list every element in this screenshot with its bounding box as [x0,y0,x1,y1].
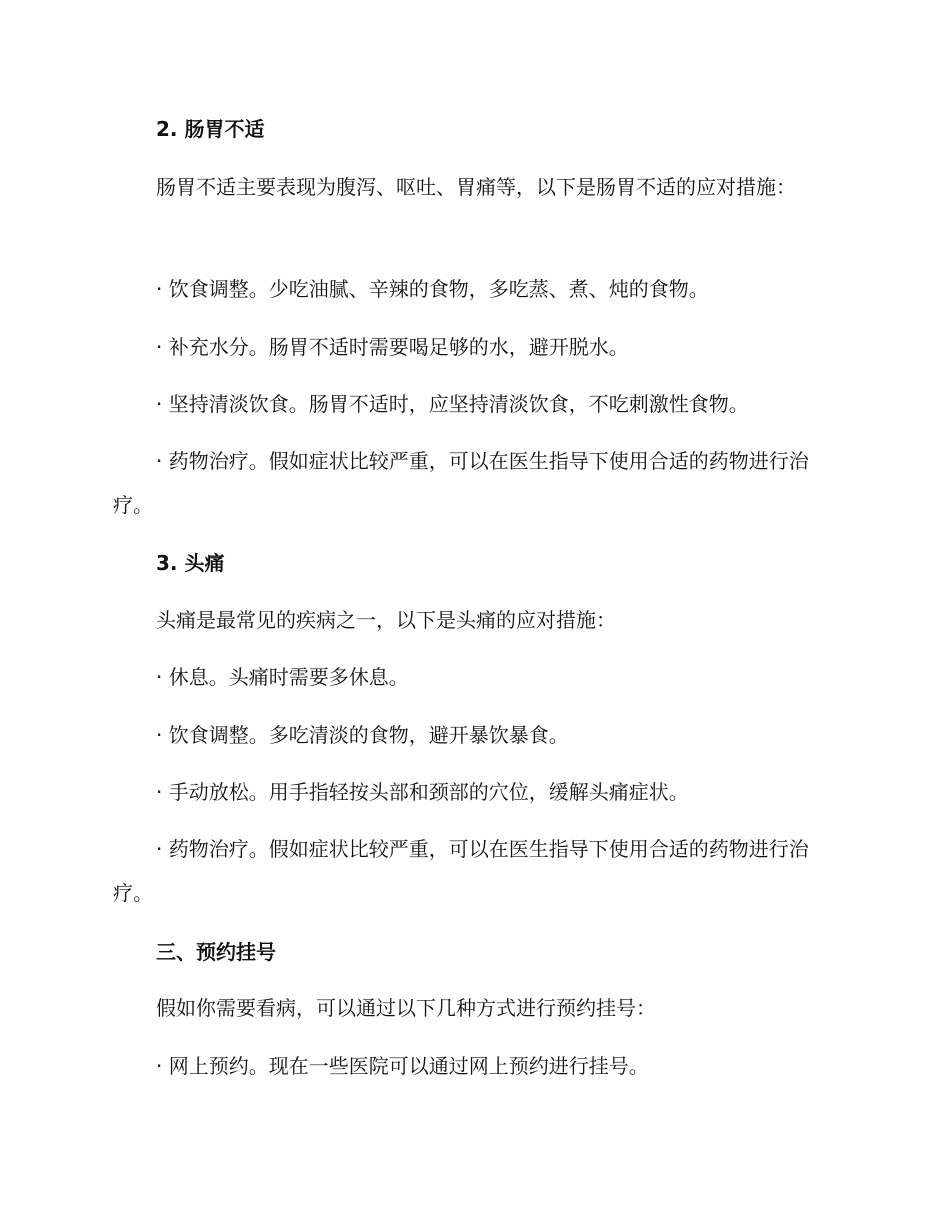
section-intro-appointment: 假如你需要看病，可以通过以下几种方式进行预约挂号： [156,996,656,1020]
bullet-item: · 补充水分。肠胃不适时需要喝足够的水，避开脱水。 [156,335,629,359]
bullet-item: · 手动放松。用手指轻按头部和颈部的穴位，缓解头痛症状。 [156,780,689,804]
section-heading-stomach: 2. 肠胃不适 [156,117,265,141]
section-heading-headache: 3. 头痛 [156,551,225,575]
bullet-item: · 药物治疗。假如症状比较严重，可以在医生指导下使用合适的药物进行治疗。 [113,449,809,517]
bullet-item: · 坚持清淡饮食。肠胃不适时，应坚持清淡饮食，不吃刺激性食物。 [156,392,749,416]
section-heading-appointment: 三、预约挂号 [156,940,276,964]
bullet-item: · 休息。头痛时需要多休息。 [156,665,409,689]
bullet-item: · 饮食调整。少吃油腻、辛辣的食物，多吃蒸、煮、炖的食物。 [156,277,709,301]
bullet-item: · 药物治疗。假如症状比较严重，可以在医生指导下使用合适的药物进行治疗。 [113,837,809,905]
section-intro-headache: 头痛是最常见的疾病之一，以下是头痛的应对措施： [156,608,616,632]
bullet-item: · 饮食调整。多吃清淡的食物，避开暴饮暴食。 [156,723,569,747]
section-intro-stomach: 肠胃不适主要表现为腹泻、呕吐、胃痛等，以下是肠胃不适的应对措施： [156,175,796,199]
bullet-item: · 网上预约。现在一些医院可以通过网上预约进行挂号。 [156,1054,649,1078]
